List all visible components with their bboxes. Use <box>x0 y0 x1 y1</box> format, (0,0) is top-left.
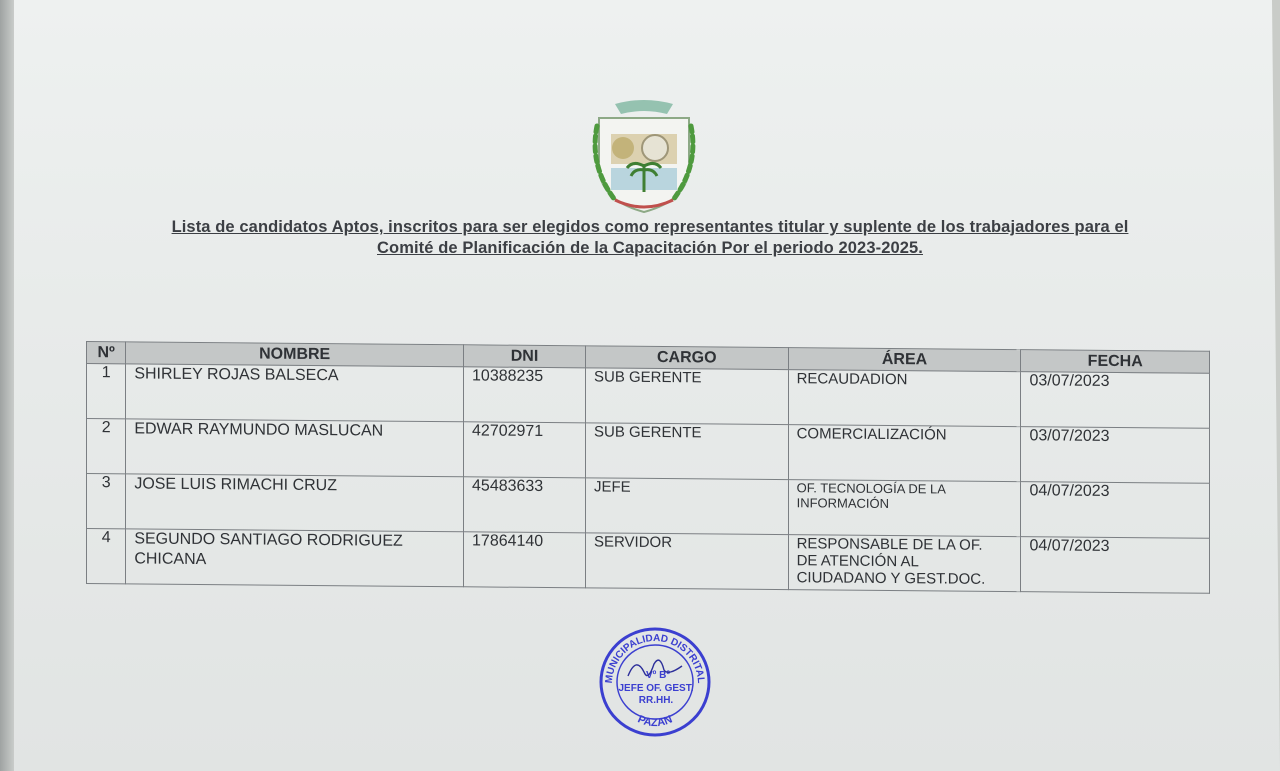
row-dni: 17864140 <box>464 532 586 588</box>
row-number: 2 <box>87 419 126 474</box>
row-number: 1 <box>87 364 126 419</box>
row-dni: 10388235 <box>464 367 586 423</box>
header-cargo: CARGO <box>585 346 788 370</box>
row-area-line-3: CIUDADANO Y GEST.DOC. <box>796 569 986 588</box>
row-cargo: JEFE <box>585 478 788 535</box>
row-name <box>126 529 464 587</box>
row-name-line-1: EDWAR RAYMUNDO MASLUCAN <box>134 420 384 440</box>
row-area-line-1: RESPONSABLE DE LA OF. <box>796 535 983 554</box>
row-area-line-1: OF. TECNOLOGÍA DE LA <box>796 480 946 497</box>
row-dni: 45483633 <box>464 477 586 533</box>
header-area: ÁREA <box>788 348 1021 372</box>
candidates-table <box>86 341 1210 594</box>
table-row <box>87 419 1210 484</box>
stamp-line-2: JEFE OF. GEST. <box>618 683 694 694</box>
document-title-line-2: Comité de Planificación de la Capacitación Por el periodo 2023-2025. <box>377 239 923 257</box>
row-number: 4 <box>87 529 126 584</box>
row-name <box>126 419 464 477</box>
row-area <box>788 370 1021 427</box>
row-cargo: SUB GERENTE <box>585 368 788 425</box>
row-area <box>788 535 1021 592</box>
row-name-line-1: SHIRLEY ROJAS BALSECA <box>134 365 339 385</box>
row-number: 3 <box>87 474 126 529</box>
document-title-line-1: Lista de candidatos Aptos, inscritos para ser elegidos como representantes titular y suplente de los trabajadores para el <box>171 218 1129 236</box>
municipal-coat-of-arms-logo <box>585 96 703 216</box>
row-fecha: 04/07/2023 <box>1021 482 1210 539</box>
header-name: NOMBRE <box>126 342 464 367</box>
row-cargo: SERVIDOR <box>585 533 788 590</box>
table-row <box>87 474 1210 539</box>
row-fecha: 04/07/2023 <box>1021 537 1210 594</box>
row-cargo: SUB GERENTE <box>585 423 788 480</box>
row-name-line-1: JOSE LUIS RIMACHI CRUZ <box>134 475 337 495</box>
row-name <box>126 364 464 422</box>
document-title <box>110 217 1190 259</box>
stamp-line-1: Vº Bº <box>646 670 670 681</box>
svg-text:PAZAN <box>636 713 674 729</box>
table-row <box>87 364 1210 429</box>
row-name-line-1: SEGUNDO SANTIAGO RODRIGUEZ <box>134 530 403 550</box>
header-number: Nº <box>87 342 126 364</box>
stamp-line-3: RR.HH. <box>638 695 674 706</box>
table-row <box>87 529 1210 594</box>
row-area-line-1: RECAUDADION <box>796 370 908 389</box>
row-area-line-2: INFORMACIÓN <box>796 495 890 512</box>
row-area-line-1: COMERCIALIZACIÓN <box>796 425 947 444</box>
official-stamp-seal <box>598 626 712 738</box>
header-fecha: FECHA <box>1021 350 1210 374</box>
paper-edge-shadow <box>0 0 14 771</box>
row-area <box>788 480 1021 537</box>
row-name-line-2: CHICANA <box>134 550 207 569</box>
row-fecha: 03/07/2023 <box>1021 427 1210 484</box>
row-name <box>126 474 464 532</box>
header-dni: DNI <box>464 345 586 368</box>
row-area <box>788 425 1021 482</box>
row-fecha: 03/07/2023 <box>1021 372 1210 429</box>
row-dni: 42702971 <box>464 422 586 478</box>
stamp-bottom-text: PAZAN <box>635 713 675 730</box>
stamp-ring-text: MUNICIPALIDAD DISTRITAL <box>603 632 707 684</box>
row-area-line-2: DE ATENCIÓN AL <box>796 552 919 571</box>
